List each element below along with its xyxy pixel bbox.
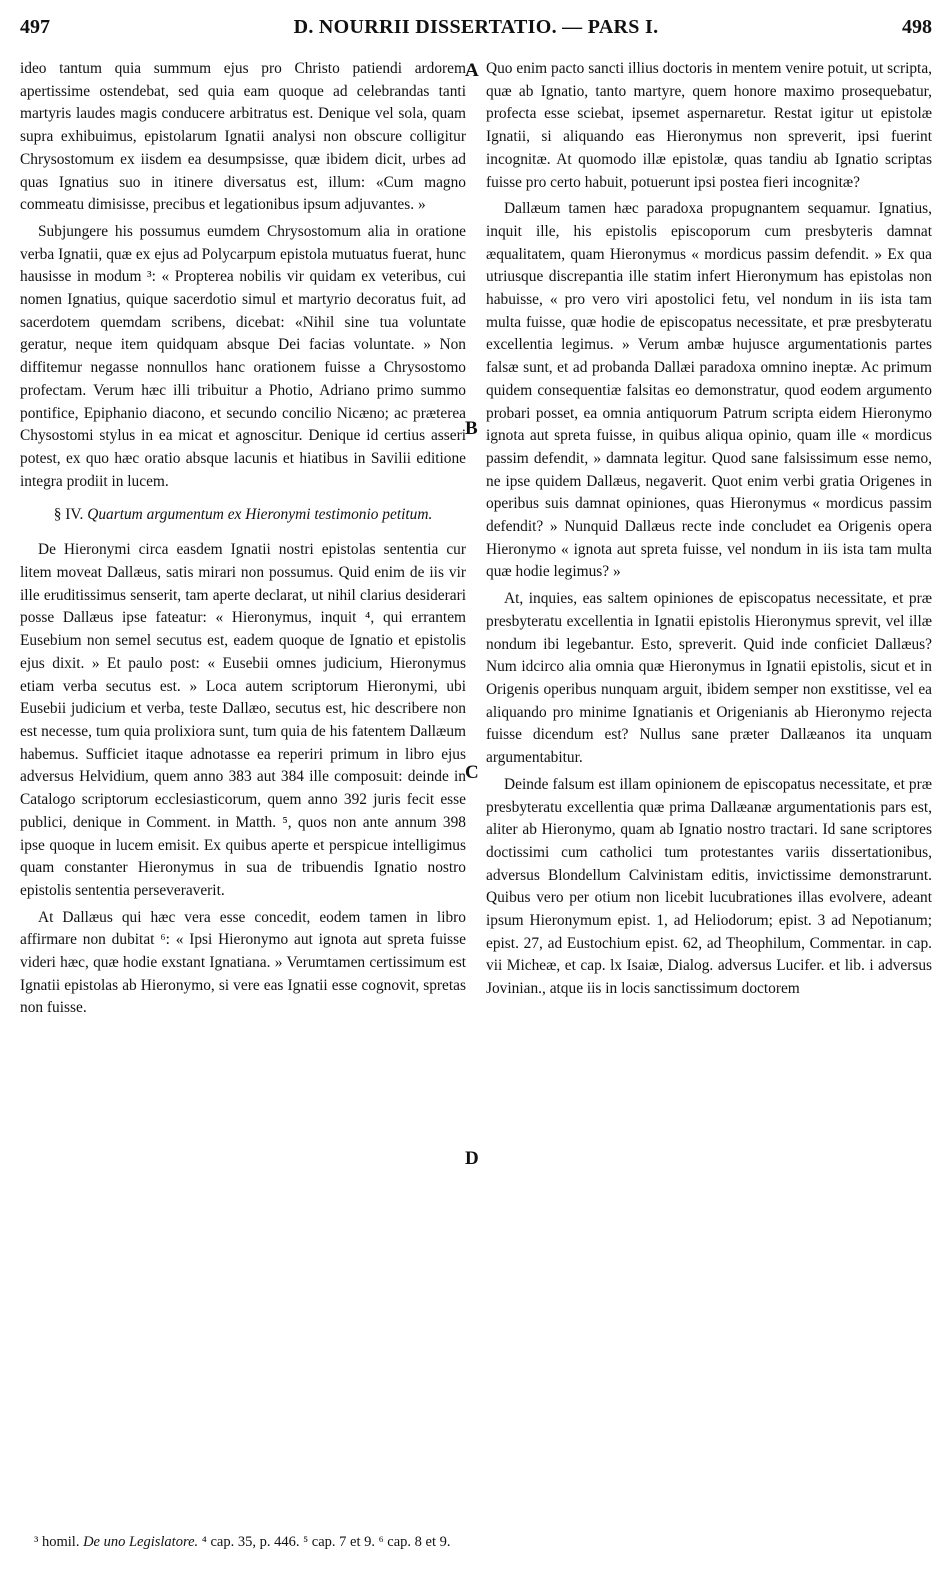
left-column [20, 58, 466, 1020]
right-column [486, 58, 932, 1001]
margin-marker-a: A [465, 60, 479, 81]
running-title: D. NOURRII DISSERTATIO. — PARS I. [293, 16, 659, 38]
left-paragraph-4: At Dallæus qui hæc vera esse concedit, eodem tamen in libro affirmare non dubitat ⁶: « Ipsi Hieronymo aut ignota aut spreta fuisse videri hæc, quæ hodie exstant Ignatiana. » Verumtamen certissimum est Ignatii epistolas ab Hieronymo, si vere eas Ignatii esse cognovit, spretas non fuisse. [20, 908, 466, 1017]
footnote-3-mark: ³ [34, 1534, 39, 1550]
right-paragraph-1: Quo enim pacto sancti illius doctoris in mentem venire potuit, ut scripta, quæ ab Ignatio, tanto martyre, quem honore maximo prosequebatur, profecta esse sciebat, ipsemet aspernaretur. Restat igitur ut epistolæ Ignatii, si aliquando eas Hieronymus non spreverit, ipsi fuerint incognitæ. At quomodo illæ epistolæ, quas tandiu ab Ignatio scriptas fuisse pro certo habuit, potuerunt ipsi postea fieri incognitæ? [486, 60, 932, 191]
footnotes [34, 1533, 451, 1551]
footnote-3-pre: homil. [41, 1534, 80, 1550]
section-title: Quartum argumentum ex Hieronymi testimonio petitum. [87, 506, 433, 524]
section-heading [20, 505, 466, 525]
right-paragraph-2: Dallæum tamen hæc paradoxa propugnantem sequamur. Ignatius, inquit ille, his epistolis episcoporum cum presbyteris damnat æqualitatem, quam Hieronymus « mordicus passim defendit. » Ex qua utriusque discrepantia ille statim infert Hieronymum has epistolas non habuisse, « pro vero viri apostolici fetu, vel nondum in iis ista tam multa fuisse, quæ hodie de episcopatus necessitate, et præ presbyteratu excellentia legimus. » Verum ambæ hujusce argumentationis partes falsæ sunt, et ad probanda Dallæi paradoxa omnino ineptæ. Ac primum quidem consequentiæ falsitas eo demonstratur, quod eodem argumento probari posset, ea omnia antiquorum Patrum scripta eidem Hieronymo ignota aut spreta fuisse, in quibus aliqua opinio, quam ille « mordicus passim defendit, » damnata legitur. Quod sane falsissimum esse nemo, ne ipse quidem Dallæus, negaverit. Quot enim verbi gratia Origenes in operibus suis damnat opiniones, quas Hieronymus « mordicus passim defendit? » Nunquid Dallæus recte inde concludet ea Origenis opera Hieronymo « ignota aut spreta fuisse, vel nondum in iis ista tam multa quæ hodie legimus? » [486, 200, 932, 581]
footnote-6: ⁶ cap. 8 et 9. [378, 1534, 451, 1550]
right-paragraph-3: At, inquies, eas saltem opiniones de episcopatus necessitate, et præ presbyteratu excellentia in Ignatii epistolis Hieronymus sprevit, vel illæ nondum ibi legebantur. Esto, spreverit. Quid inde conficiet Dallæus? Num idcirco alia omnia quæ Hieronymus in Ignatii epistolis, sicut et in Origenis operibus nunquam arguit, ibidem semper non exstitisse, vel ea aliquando pro minime Ignatianis et Origenianis ab Hieronymo rejecta fuisse dicendum est? Nullus sane præter Dallæanos ita unquam argumentabitur. [486, 590, 932, 767]
footnote-5: ⁵ cap. 7 et 9. [303, 1534, 375, 1550]
page-number-left: 497 [20, 16, 50, 38]
left-paragraph-3: De Hieronymi circa easdem Ignatii nostri epistolas sententia cur litem moveat Dallæus, satis mirari non possumus. Quid enim de iis vir ille eruditissimus senserit, tam aperte declarat, ut nihil clarius desiderari posse Dallæus ipse fateatur: « Hieronymus, inquit ⁴, qui errantem Eusebium non semel secutus est, eadem quoque de Ignatio et epistolis ejus dixit. » Et paulo post: « Eusebii omnes judicium, Hieronymus etiam verba secutus est. » Loca autem scriptorum Hieronymi, ubi Eusebii judicium et verba, teste Dallæo, secutus est, hic describere non est necesse, tum quia prolixiora sunt, tum quia de his fatentem Dallæum habemus. Sufficiet itaque adnotasse ea reperiri primum in libro ejus adversus Helvidium, quem anno 383 aut 384 ille composuit: deinde in Catalogo scriptorum ecclesiasticorum, quem anno 392 juris fecit esse publici, denique in Comment. in Matth. ⁵, quos non ante annum 398 ipse quoque in lucem emisit. Ex quibus aperte et perspicue intelligimus quam constanter Hieronymus in sua de tribuendis Ignatio nostro epistolis sententia perseveraverit. [20, 541, 466, 899]
margin-marker-d: D [465, 1148, 479, 1169]
footnote-3-title: De uno Legislatore. [83, 1534, 199, 1550]
page-number-right: 498 [902, 16, 932, 38]
page-header [20, 16, 932, 44]
margin-marker-c: C [465, 762, 479, 783]
margin-marker-b: B [465, 418, 478, 439]
right-paragraph-4: Deinde falsum est illam opinionem de episcopatus necessitate, et præ presbyteratu excellentia quæ prima Dallæanæ argumentationis pars est, aliter ab Hieronymo, quam ab Ignatio nostro tractari. Id sane scriptores doctissimi cum catholici tum protestantes variis dissertationibus, adversus Blondellum Calvinistam editis, invictissime demonstrarunt. Quibus vero per otium non licebit lucubrationes illas evolvere, adeant ipsum Hieronymum epist. 1, ad Heliodorum; epist. 3 ad Nepotianum; epist. 27, ad Eustochium epist. 62, ad Theophilum, Commentar. in cap. vii Micheæ, et cap. lx Isaiæ, Dialog. adversus Lucifer. et lib. i adversus Jovinian., atque iis in locis sanctissimum doctorem [486, 775, 932, 998]
section-number: § IV. [53, 506, 84, 524]
footnote-4: ⁴ cap. 35, p. 446. [201, 1534, 300, 1550]
left-paragraph-1: ideo tantum quia summum ejus pro Christo patiendi ardorem apertissime ostendebat, sed quia eam quoque ad celebrandas tanti martyris laudes magis conducere arbitratus est. Denique vel sola, quam supra exhibuimus, epistolarum Ignatii analysi non obscure colligitur Chrysostomum ex iisdem ea desumpsisse, quæ ibidem dicit, urbes ad quas Ignatius suo in itinere diversatus est, illum: «Cum magno commeatu dimisisse, precibus et legationibus ipsum adjuvantes. » [20, 60, 466, 214]
left-paragraph-2: Subjungere his possumus eumdem Chrysostomum alia in oratione verba Ignatii, quæ ex ejus ad Polycarpum epistola mutuatus fuerat, hunc hausisse in modum ³: « Propterea nobilis vir quidam ex veteribus, cui nomen Ignatius, quique sacerdotio simul et martyrio decoratus fuit, ad sacerdotem quemdam scribens, dicebat: «Nihil sine tua voluntate geratur, neque item quidquam absque Dei facias voluntate. » Non diffitemur negasse nonnullos hanc orationem fuisse a Chrysostomo profectam. Verum hæc illi tribuitur a Photio, Adriano primo summo pontifice, Epiphanio diacono, et secundo concilio Nicæno; ac præterea Chysostomi stylus in ea micat et agnoscitur. Denique id certius asseri potest, ex quo hæc oratio absque lacunis et hiatibus in Savilii editione integra prodiit in lucem. [20, 222, 466, 490]
